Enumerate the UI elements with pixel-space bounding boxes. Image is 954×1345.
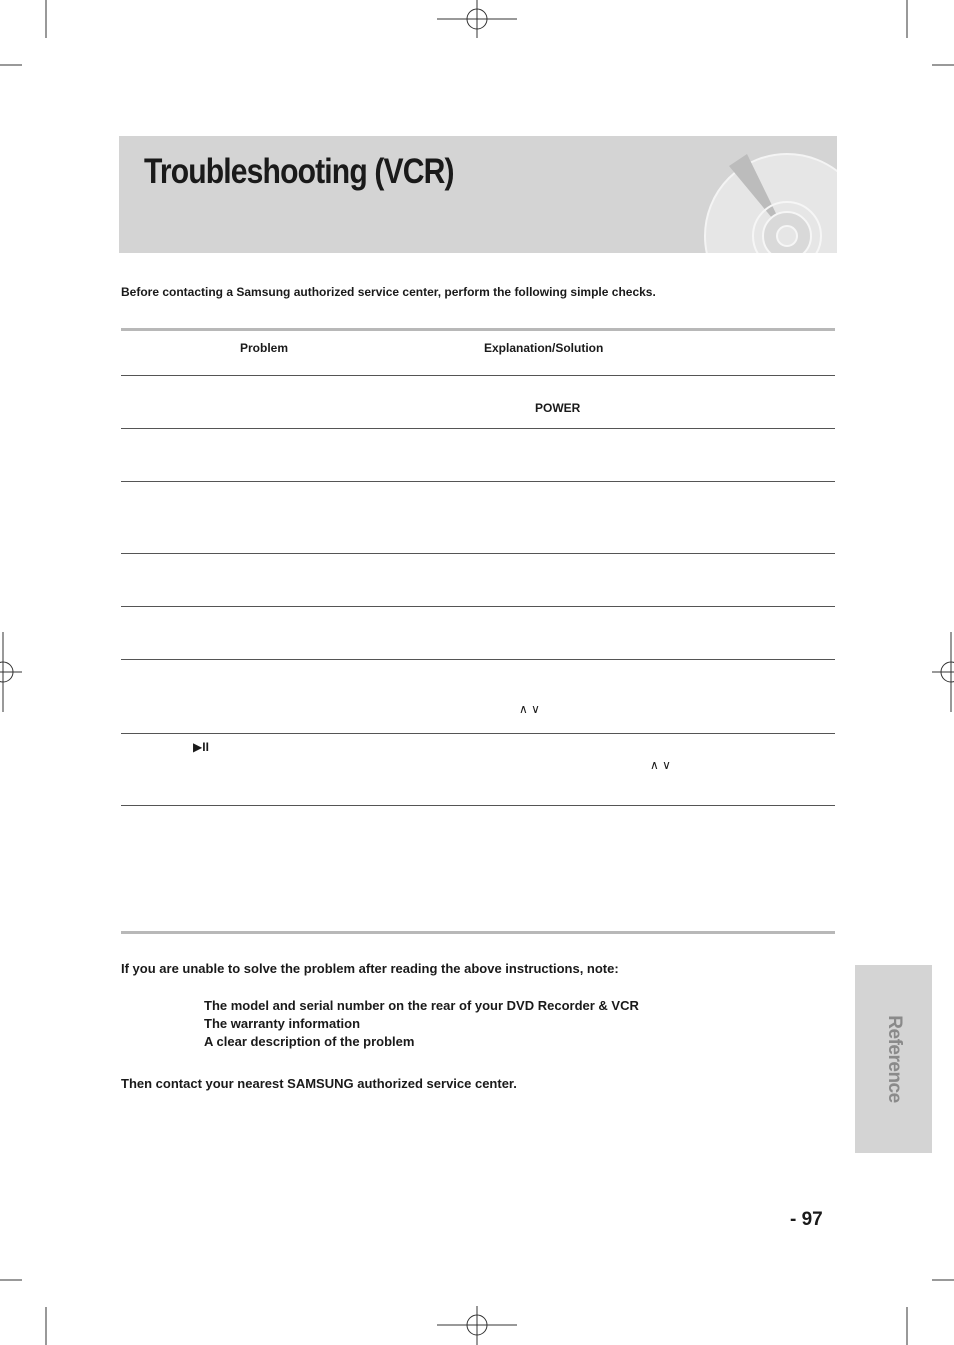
power-button-label: POWER [535,401,581,415]
page-number: - 97 [790,1209,823,1230]
table-bottom-rule [121,931,835,934]
channel-up-down-icon: ∧ ∨ [650,758,671,772]
table-row-divider [121,375,835,376]
notes-lead: If you are unable to solve the problem after reading the above instructions, note: [121,961,619,976]
disc-icon [699,146,837,253]
table-row-divider [121,805,835,806]
header-banner [119,136,837,253]
play-pause-icon: ▶II [193,740,209,754]
table-row-divider [121,428,835,429]
column-header-solution: Explanation/Solution [484,341,604,355]
table-top-rule [121,328,835,331]
section-tab-label: Reference [883,1015,905,1103]
column-header-problem: Problem [240,341,289,355]
page-title: Troubleshooting (VCR) [144,152,454,191]
table-row-divider [121,553,835,554]
channel-up-down-icon: ∧ ∨ [519,702,540,716]
notes-closing: Then contact your nearest SAMSUNG authorized service center. [121,1076,517,1091]
intro-text: Before contacting a Samsung authorized service center, perform the following simple checks. [121,285,656,299]
list-item: A clear description of the problem [204,1034,415,1049]
table-row-divider [121,733,835,734]
table-row-divider [121,481,835,482]
list-item: The warranty information [204,1016,361,1031]
table-row-divider [121,659,835,660]
registration-mark-bottom [437,1306,517,1345]
list-item: The model and serial number on the rear of your DVD Recorder & VCR [204,998,639,1013]
registration-mark-left [0,632,22,712]
registration-mark-top [437,0,517,38]
section-tab-reference [855,965,932,1153]
registration-mark-right [932,632,954,712]
table-row-divider [121,606,835,607]
